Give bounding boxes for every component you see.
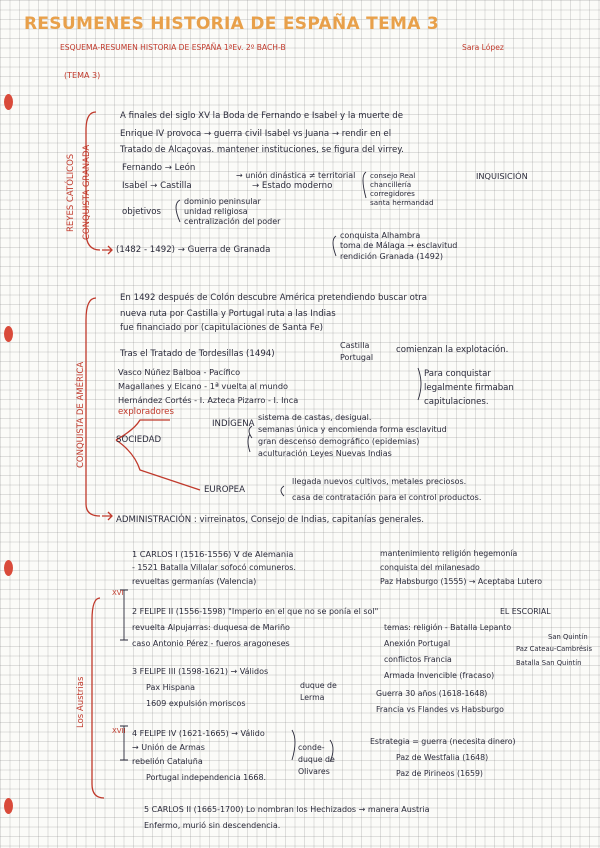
felipe3-line-0: 3 FELIPE III (1598-1621) → Válidos [132,667,269,676]
america-comienzan: comienzan la explotación. [396,345,509,355]
felipe2-r2-2: Batalla San Quintín [516,659,582,667]
reyes-objetivo-1: unidad religiosa [184,207,248,216]
reyes-objetivos-label: objetivos [122,207,161,217]
felipe2-r-1: temas: religión - Batalla Lepanto [384,623,512,632]
reyes-line-2: Enrique IV provoca → guerra civil Isabel vs Juana → rendir en el [120,129,392,139]
indigena-item-2: gran descenso demográfico (epidemias) [258,437,420,446]
reyes-consejo-2: corregidores [370,189,415,198]
carlos1-r-2: Paz Habsburgo (1555) → Aceptaba Lutero [380,577,543,586]
felipe4-line-1: → Unión de Armas [132,743,205,752]
felipe4-valido-1: duque de [298,755,335,764]
granada-item-0: conquista Alhambra [340,231,421,240]
felipe4-line-0: 4 FELIPE IV (1621-1665) → Válido [132,729,265,738]
reyes-isabel: Isabel → Castilla [122,181,192,191]
granada-item-2: rendición Granada (1492) [340,252,444,261]
felipe3-line-2: 1609 expulsión moriscos [146,699,246,708]
granada-guerra: (1482 - 1492) → Guerra de Granada [116,245,271,255]
reyes-union: → unión dinástica ≠ territorial [236,171,356,180]
felipe3-r-1: Francia vs Flandes vs Habsburgo [376,705,504,714]
carlos2-line-1: Enfermo, murió sin descendencia. [144,821,281,830]
sidebar-reyes: REYES CATÓLICOS [66,153,76,232]
europea-item-1: casa de contratación para el control productos. [292,493,482,502]
america-line-1: En 1492 después de Colón descubre América pretendiendo buscar otra [120,293,428,303]
reyes-consejo-1: chancillería [370,180,412,189]
america-line-2: nueva ruta por Castilla y Portugal ruta a las Indias [120,309,336,319]
reyes-estado: → Estado moderno [252,181,333,191]
felipe3-line-1: Pax Hispana [146,683,196,692]
america-castilla: Castilla [340,341,370,350]
america-line-3: fue financiado por (capitulaciones de Santa Fe) [120,323,323,333]
siglo-xvi: XVI [112,589,124,597]
sidebar-austrias: Los Austrias [76,676,86,728]
parac-1: legalmente firmaban [424,383,514,393]
sociedad-indigena: INDÍGENA [212,419,255,429]
reyes-consejo-0: consejo Real [370,171,416,180]
felipe4-r-1: Paz de Westfalia (1648) [396,753,489,762]
siglo-xvii: XVII [112,727,126,735]
indigena-item-3: aculturación Leyes Nuevas Indias [258,449,392,458]
felipe2-line-0: 2 FELIPE II (1556-1598) "Imperio en el que no se ponía el sol" [132,607,379,616]
felipe2-r-0: EL ESCORIAL [500,607,551,616]
reyes-objetivo-2: centralización del poder [184,217,281,226]
felipe2-r-4: Armada Invencible (fracaso) [384,671,495,680]
felipe2-r-3: conflictos Francia [384,655,452,664]
explorer-2: Hernández Cortés - I. Azteca Pizarro - I. Inca [118,395,299,405]
felipe3-valido-1: Lerma [300,693,325,702]
carlos1-line-1: - 1521 Batalla Villalar sofocó comuneros. [132,563,296,572]
header-author: Sara López [462,43,504,52]
indigena-item-0: sistema de castas, desigual. [258,413,372,422]
felipe2-line-2: caso Antonio Pérez - fueros aragoneses [132,639,290,648]
carlos2-line-0: 5 CARLOS II (1665-1700) Lo nombran los Hechizados → manera Austria [144,805,430,814]
carlos1-r-0: mantenimiento religión hegemonía [380,549,518,558]
felipe3-r-0: Guerra 30 años (1618-1648) [376,689,488,698]
felipe4-valido-0: conde- [298,743,325,752]
reyes-fernando: Fernando → León [122,163,196,173]
felipe2-r2-0: San Quintín [548,633,588,641]
carlos1-line-2: revueltas germanías (Valencia) [132,577,257,586]
felipe4-line-2: rebelión Cataluña [132,757,203,766]
felipe4-r-0: Estrategia = guerra (necesita dinero) [370,737,516,746]
header-left: ESQUEMA-RESUMEN HISTORIA DE ESPAÑA 1ªEv. 2º BACH-B [60,43,286,52]
felipe2-r2-1: Paz Cateau-Cambrésis [516,645,593,653]
parac-0: Para conquistar [424,369,491,379]
felipe2-r-2: Anexión Portugal [384,639,451,648]
europea-item-0: llegada nuevos cultivos, metales preciosos. [292,477,467,486]
header-tema: (TEMA 3) [64,71,101,80]
reyes-objetivo-0: dominio peninsular [184,197,261,206]
reyes-line-1: A finales del siglo XV la Boda de Fernando e Isabel y la muerte de [120,111,404,121]
reyes-inquisicion: INQUISICIÓN [476,171,528,181]
america-admin: ADMINISTRACIÓN : virreinatos, Consejo de Indias, capitanías generales. [116,515,424,525]
america-portugal: Portugal [340,353,374,362]
explorer-1: Magallanes y Elcano - 1ª vuelta al mundo [118,381,289,391]
indigena-item-1: semanas única y encomienda forma esclavitud [258,425,447,434]
sociedad-label: SOCIEDAD [116,435,162,445]
felipe4-r-2: Paz de Pirineos (1659) [396,769,483,778]
america-exploradores: exploradores [118,407,174,417]
page-title: RESUMENES HISTORIA DE ESPAÑA TEMA 3 [24,14,440,34]
granada-item-1: toma de Málaga → esclavitud [340,241,458,250]
carlos1-r-1: conquista del milanesado [380,563,480,572]
explorer-0: Vasco Núñez Balboa - Pacífico [118,367,241,377]
felipe3-valido-0: duque de [300,681,337,690]
felipe2-line-1: revuelta Alpujarras: duquesa de Mariño [132,623,290,632]
parac-2: capitulaciones. [424,397,489,407]
felipe4-line-3: Portugal independencia 1668. [146,773,267,782]
reyes-line-3: Tratado de Alcaçovas. mantener instituciones, se figura del virrey. [120,145,404,155]
sidebar-america: CONQUISTA DE AMÉRICA [76,361,86,468]
reyes-consejo-3: santa hermandad [370,198,434,207]
sidebar-granada: CONQUISTA GRANADA [82,144,92,240]
sociedad-europea: EUROPEA [204,485,245,495]
america-tordesillas: Tras el Tratado de Tordesillas (1494) [120,349,275,359]
carlos1-line-0: 1 CARLOS I (1516-1556) V de Alemania [132,549,294,559]
felipe4-valido-2: Olivares [298,767,330,776]
